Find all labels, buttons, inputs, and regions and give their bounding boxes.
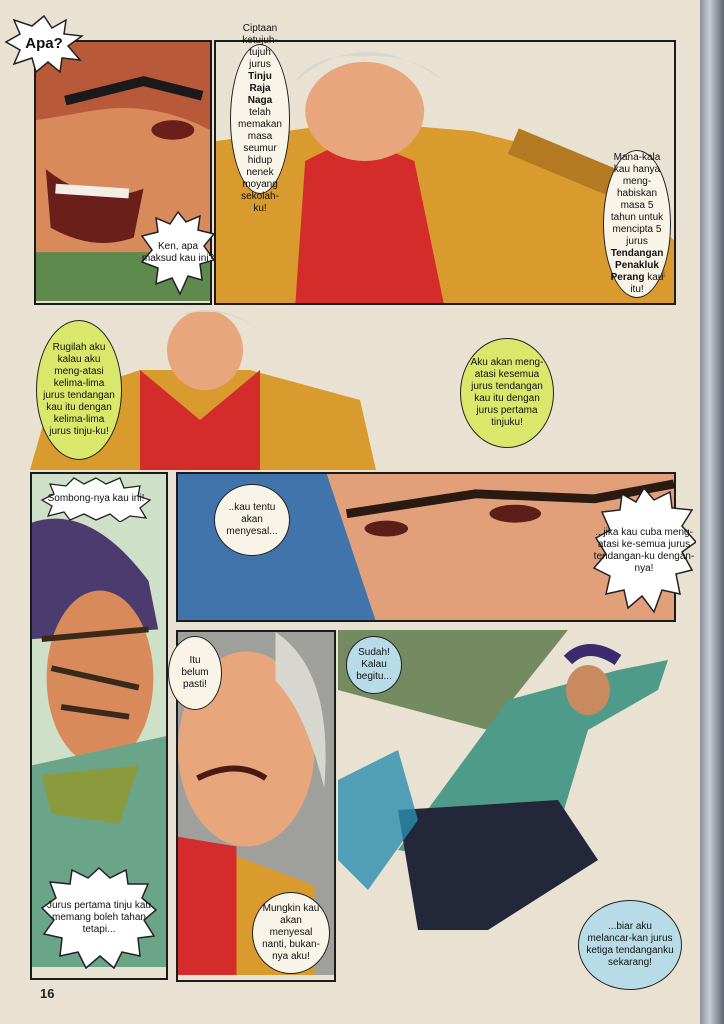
panel-red-shirt-man bbox=[30, 310, 676, 470]
bubble-ciptaan: Ciptaan ketujuh-tujuh jurus Tinju Raja Naga telah memakan masa seumur hidup nenek moyang sekolah-ku! bbox=[230, 44, 290, 194]
red-shirt-man-art bbox=[30, 310, 676, 470]
apa-burst: Apa? bbox=[4, 14, 84, 74]
bubble-sudah: Sudah! Kalau begitu... bbox=[346, 636, 402, 694]
bubble-manakala: Mana-kala kau hanya meng-habiskan masa 5 tahun untuk mencipta 5 jurus Tendangan Penakluk Perang kau itu! bbox=[603, 150, 671, 298]
bubble-jika-kau: ...jika kau cuba meng-atasi ke-semua jurus tendangan-ku dengan-nya! bbox=[592, 486, 696, 616]
bubble-biar: ...biar aku melancar-kan jurus ketiga tendanganku sekarang! bbox=[578, 900, 682, 990]
bubble-itu-belum: Itu belum pasti! bbox=[168, 636, 222, 710]
bubble-aku-akan: Aku akan meng-atasi kesemua jurus tendangan kau itu dengan jurus pertama tinjuku! bbox=[460, 338, 554, 448]
next-page-edge bbox=[700, 0, 724, 1024]
bubble-mungkin: Mungkin kau akan menyesal nanti, bukan-nya aku! bbox=[252, 892, 330, 974]
bubble-kau-tentu: ..kau tentu akan menyesal... bbox=[214, 484, 290, 556]
bubble-sombong: Sombong-nya kau ini! bbox=[40, 476, 152, 522]
bubble-ken: Ken, apa maksud kau ini? bbox=[140, 210, 216, 296]
page-number: 16 bbox=[40, 986, 55, 1001]
bubble-rugilah: Rugilah aku kalau aku meng-atasi kelima-lima jurus tendangan kau itu dengan kelima-lima jurus tinju-ku! bbox=[36, 320, 122, 460]
bubble-jurus-pertama: Jurus pertama tinju kau memang boleh tahan tetapi... bbox=[40, 866, 158, 970]
